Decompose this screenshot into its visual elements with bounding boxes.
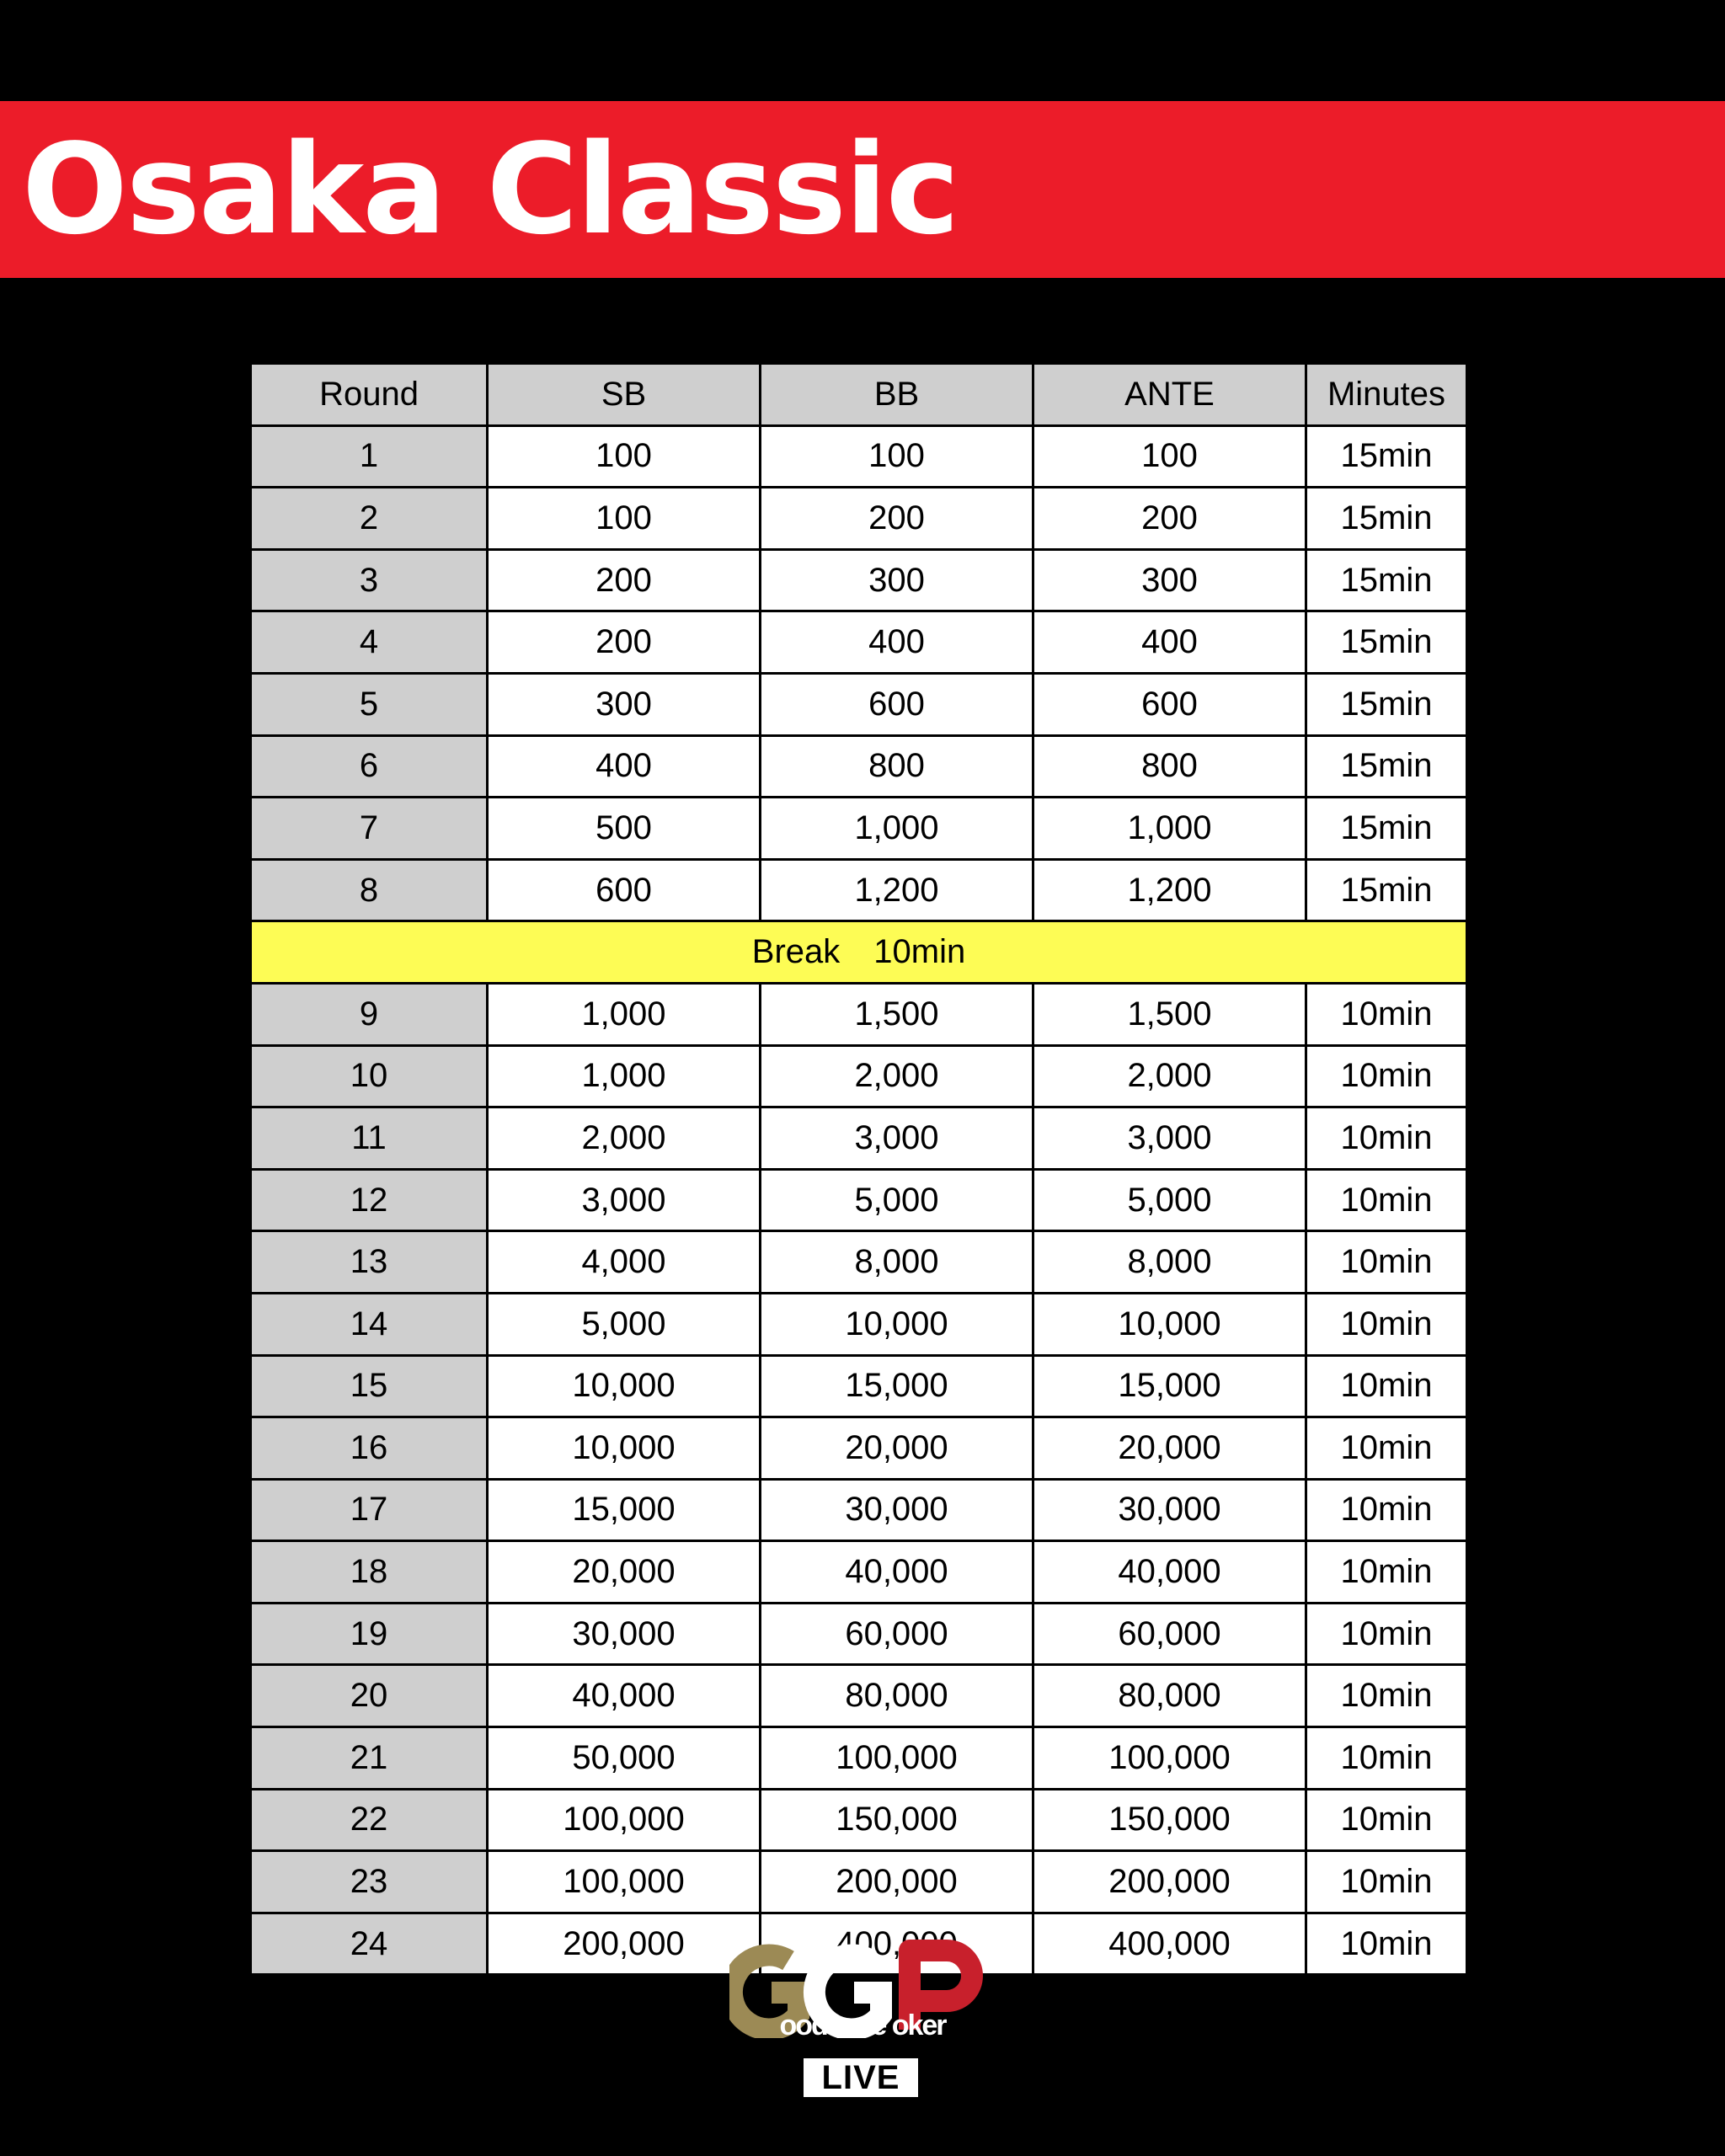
table-row [251,983,1467,1045]
minutes-cell: 10min [1306,1417,1467,1480]
blind-structure-table [249,362,1468,1976]
sb-cell: 1,000 [488,983,761,1045]
ante-cell: 15,000 [1033,1355,1306,1417]
minutes-cell: 15min [1306,859,1467,921]
table-row [251,1727,1467,1790]
minutes-cell: 10min [1306,1913,1467,1975]
minutes-cell: 15min [1306,735,1467,798]
minutes-cell: 10min [1306,1851,1467,1913]
ante-cell: 10,000 [1033,1293,1306,1355]
round-cell: 16 [251,1417,488,1480]
ante-cell: 100,000 [1033,1727,1306,1790]
ante-cell: 2,000 [1033,1045,1306,1107]
bb-cell: 300 [761,549,1033,611]
ante-cell: 1,200 [1033,859,1306,921]
ante-cell: 1,500 [1033,983,1306,1045]
round-cell: 19 [251,1603,488,1665]
round-cell: 20 [251,1665,488,1727]
sb-cell: 400 [488,735,761,798]
bb-cell: 2,000 [761,1045,1033,1107]
sb-cell: 3,000 [488,1169,761,1231]
round-cell: 23 [251,1851,488,1913]
bb-cell: 10,000 [761,1293,1033,1355]
minutes-cell: 10min [1306,1355,1467,1417]
table-row [251,1355,1467,1417]
minutes-cell: 15min [1306,488,1467,550]
table-row [251,549,1467,611]
round-cell: 7 [251,798,488,860]
round-cell: 17 [251,1479,488,1541]
sb-cell: 200 [488,549,761,611]
sb-cell: 15,000 [488,1479,761,1541]
sb-cell: 5,000 [488,1293,761,1355]
title-banner [0,101,1725,278]
ante-cell: 400 [1033,611,1306,674]
minutes-cell: 15min [1306,425,1467,488]
column-header-sb: SB [488,364,761,426]
ante-cell: 300 [1033,549,1306,611]
ante-cell: 60,000 [1033,1603,1306,1665]
sb-cell: 20,000 [488,1541,761,1604]
table-row [251,1789,1467,1851]
table-row [251,735,1467,798]
ante-cell: 100 [1033,425,1306,488]
sb-cell: 100 [488,488,761,550]
bb-cell: 100 [761,425,1033,488]
table-row [251,1665,1467,1727]
table-row [251,1169,1467,1231]
ante-cell: 8,000 [1033,1231,1306,1294]
ante-cell: 200,000 [1033,1851,1306,1913]
bb-cell: 5,000 [761,1169,1033,1231]
table-row [251,1231,1467,1294]
ante-cell: 400,000 [1033,1913,1306,1975]
round-cell: 21 [251,1727,488,1790]
column-header-round: Round [251,364,488,426]
minutes-cell: 10min [1306,1603,1467,1665]
sb-cell: 50,000 [488,1727,761,1790]
sb-cell: 1,000 [488,1045,761,1107]
table-row [251,488,1467,550]
table-row [251,1603,1467,1665]
minutes-cell: 10min [1306,1293,1467,1355]
sb-cell: 600 [488,859,761,921]
bb-cell: 100,000 [761,1727,1033,1790]
round-cell: 11 [251,1107,488,1170]
column-header-bb: BB [761,364,1033,426]
table-row [251,425,1467,488]
round-cell: 8 [251,859,488,921]
minutes-cell: 15min [1306,549,1467,611]
bb-cell: 400 [761,611,1033,674]
bb-cell: 3,000 [761,1107,1033,1170]
bb-cell: 600 [761,673,1033,735]
sb-cell: 10,000 [488,1417,761,1480]
minutes-cell: 10min [1306,1541,1467,1604]
bb-cell: 200 [761,488,1033,550]
ante-cell: 200 [1033,488,1306,550]
sb-cell: 100,000 [488,1789,761,1851]
round-cell: 1 [251,425,488,488]
table-row [251,1479,1467,1541]
round-cell: 24 [251,1913,488,1975]
bb-cell: 1,500 [761,983,1033,1045]
sb-cell: 100,000 [488,1851,761,1913]
ante-cell: 20,000 [1033,1417,1306,1480]
sb-cell: 300 [488,673,761,735]
round-cell: 15 [251,1355,488,1417]
ante-cell: 40,000 [1033,1541,1306,1604]
table-header-row [251,364,1467,426]
table-row [251,1293,1467,1355]
break-label: Break [751,933,841,971]
column-header-minutes: Minutes [1306,364,1467,426]
bb-cell: 15,000 [761,1355,1033,1417]
sb-cell: 500 [488,798,761,860]
minutes-cell: 10min [1306,1727,1467,1790]
sb-cell: 40,000 [488,1665,761,1727]
minutes-cell: 15min [1306,611,1467,674]
minutes-cell: 10min [1306,1169,1467,1231]
bb-cell: 400,000 [761,1913,1033,1975]
column-header-ante: ANTE [1033,364,1306,426]
minutes-cell: 10min [1306,1789,1467,1851]
bb-cell: 40,000 [761,1541,1033,1604]
sb-cell: 4,000 [488,1231,761,1294]
ante-cell: 1,000 [1033,798,1306,860]
minutes-cell: 10min [1306,983,1467,1045]
sb-cell: 10,000 [488,1355,761,1417]
ante-cell: 150,000 [1033,1789,1306,1851]
round-cell: 2 [251,488,488,550]
round-cell: 18 [251,1541,488,1604]
live-badge: LIVE [804,2058,918,2097]
round-cell: 3 [251,549,488,611]
minutes-cell: 10min [1306,1231,1467,1294]
table-row [251,1107,1467,1170]
round-cell: 12 [251,1169,488,1231]
ante-cell: 5,000 [1033,1169,1306,1231]
minutes-cell: 10min [1306,1107,1467,1170]
bb-cell: 20,000 [761,1417,1033,1480]
ante-cell: 30,000 [1033,1479,1306,1541]
table-row [251,1045,1467,1107]
table-row [251,859,1467,921]
sb-cell: 200 [488,611,761,674]
round-cell: 5 [251,673,488,735]
bb-cell: 1,000 [761,798,1033,860]
bb-cell: 150,000 [761,1789,1033,1851]
break-cell [251,921,1467,984]
round-cell: 4 [251,611,488,674]
minutes-cell: 10min [1306,1479,1467,1541]
table-body [251,425,1467,1975]
sb-cell: 100 [488,425,761,488]
table-row [251,1541,1467,1604]
bb-cell: 80,000 [761,1665,1033,1727]
break-row [251,921,1467,984]
ante-cell: 600 [1033,673,1306,735]
ante-cell: 80,000 [1033,1665,1306,1727]
bb-cell: 200,000 [761,1851,1033,1913]
ante-cell: 800 [1033,735,1306,798]
ggpoker-live-logo [729,1937,996,2105]
table-row [251,1851,1467,1913]
table-row [251,1417,1467,1480]
ante-cell: 3,000 [1033,1107,1306,1170]
sb-cell: 2,000 [488,1107,761,1170]
bb-cell: 30,000 [761,1479,1033,1541]
minutes-cell: 15min [1306,673,1467,735]
round-cell: 13 [251,1231,488,1294]
bb-cell: 1,200 [761,859,1033,921]
round-cell: 10 [251,1045,488,1107]
bb-cell: 8,000 [761,1231,1033,1294]
round-cell: 9 [251,983,488,1045]
table-row [251,798,1467,860]
bb-cell: 800 [761,735,1033,798]
round-cell: 14 [251,1293,488,1355]
table-row [251,611,1467,674]
minutes-cell: 10min [1306,1045,1467,1107]
logo-tagline: ood ame oker [779,2009,946,2041]
sb-cell: 200,000 [488,1913,761,1975]
minutes-cell: 15min [1306,798,1467,860]
table-row [251,673,1467,735]
bb-cell: 60,000 [761,1603,1033,1665]
break-duration: 10min [873,933,966,971]
page-title: Osaka Classic [22,117,959,262]
sb-cell: 30,000 [488,1603,761,1665]
round-cell: 6 [251,735,488,798]
minutes-cell: 10min [1306,1665,1467,1727]
round-cell: 22 [251,1789,488,1851]
